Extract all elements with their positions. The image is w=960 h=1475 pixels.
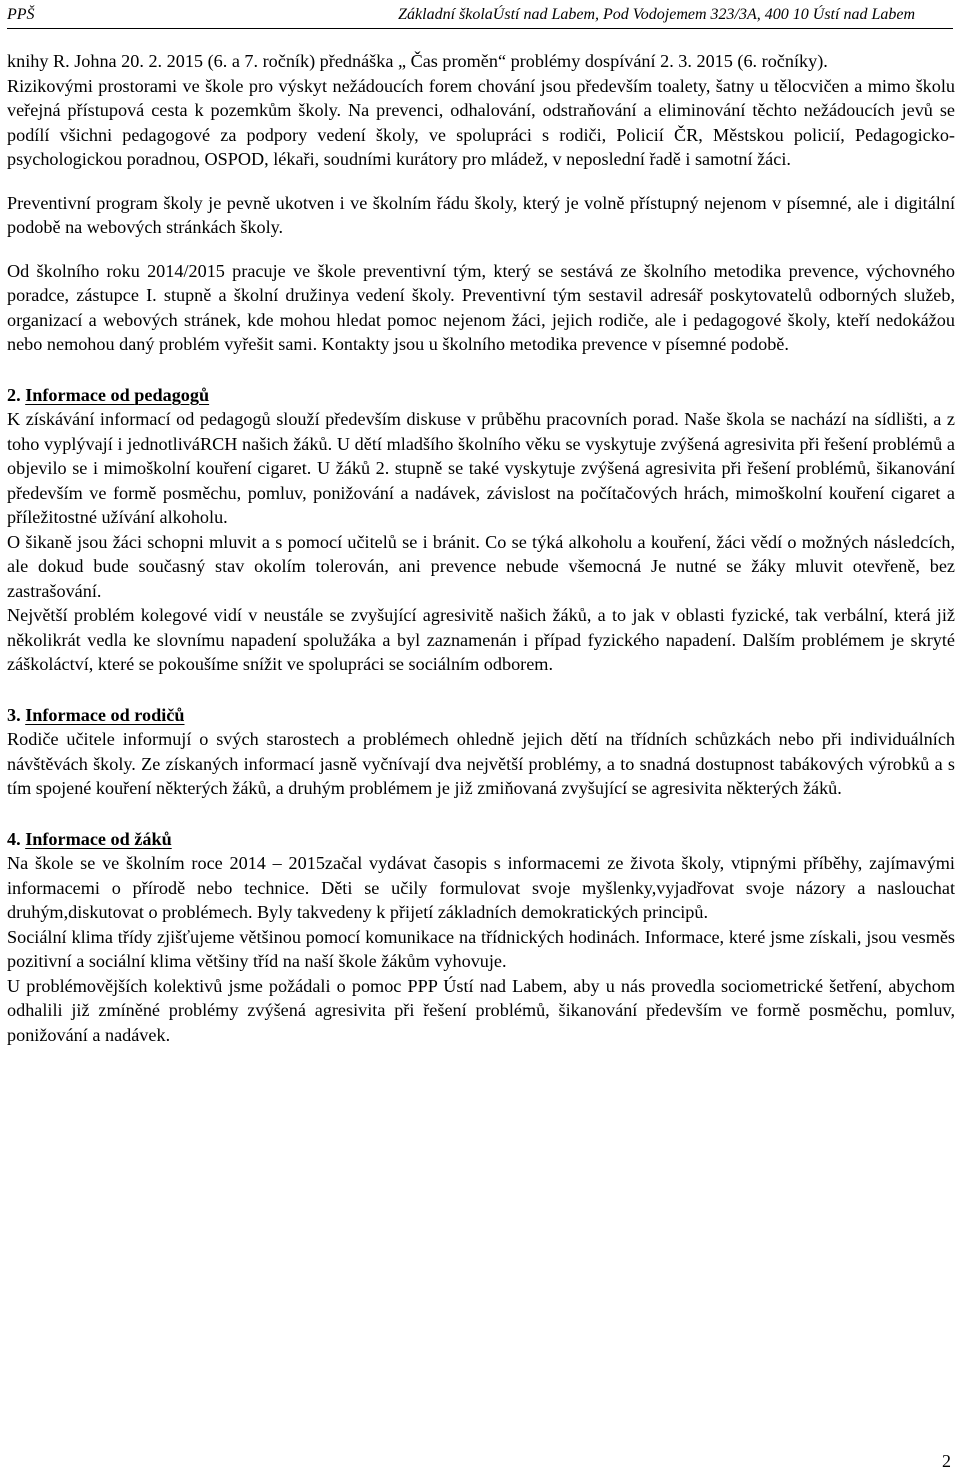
paragraph-prevention-team: Od školního roku 2014/2015 pracuje ve škole preventivní tým, který se sestává ze školního metodika prevence, výchovného poradce, zástupce I. stupně a školní družinya vedení školy. Preventivní tým sestavil adresář poskytovatelů odborných služeb, organizací a webových stránek, kde mohou hledat pomoc nejenom žáci, jejich rodiče, ale i pedagogové školy, kteří nedokážou nebo nemohou daný problém vyřešit sami. Kontakty jsou u školního metodika prevence v písemné podobě. <box>7 260 955 354</box>
paragraph-social-climate: Sociální klima třídy zjišťujeme většinou pomocí komunikace na třídnických hodinách. Informace, které jsme získali, jsou vesměs pozitivní a sociální klima většiny tříd na naší škole žákům vyhovuje. <box>7 926 955 971</box>
paragraph-sociometric-survey: U problémovějších kolektivů jsme požádali o pomoc PPP Ústí nad Labem, aby u nás provedla sociometrické šetření, abychom odhalili již zmíněné problémy zvýšená agresivita při řešení problémů, šikanování především ve formě posměchu, pomluv, ponižování a nadávek. <box>7 975 955 1045</box>
page-header <box>7 4 953 29</box>
section-title: Informace od žáků <box>25 828 172 849</box>
section-heading-teachers <box>7 383 955 408</box>
paragraph-risk-areas: Rizikovými prostorami ve škole pro výskyt nežádoucích forem chování jsou především toalety, šatny u tělocvičen a mimo školu veřejná přístupová cesta k pozemkům školy. Na prevenci, odhalování, odstraňování a eliminování těchto nežádoucích jevů se podílí všichni pedagogové za podpory vedení školy, ve spolupráci s rodiči, Policií ČR, Městskou policií, Pedagogicko-psychologickou poradnou, OSPOD, lékaři, soudními kurátory pro mládež, v neposlední řadě i samotní žáci. <box>7 75 955 169</box>
section-title: Informace od pedagogů <box>25 384 210 405</box>
section-number: 3. <box>7 704 21 725</box>
paragraph-teachers-info: K získávání informací od pedagogů slouží především diskuse v průběhu pracovních porad. Naše škola se nachází na sídlišti, a z toho vyplývají i jednotliváRCH našich žáků. U dětí mladšího školního věku se vyskytuje zvýšená agresivita při řešení problémů a objevilo se i mimoškolní kouření cigaret. U žáků 2. stupně se také vyskytuje zvýšená agresivita při řešení problémů, šikanování především ve formě posměchu, pomluv, ponižování a nadávek, závislost na počítačových hrách, mimoškolní kouření cigaret a příležitostné užívání alkoholu. <box>7 409 955 527</box>
paragraph-school-magazine: Na škole se ve školním roce 2014 – 2015začal vydávat časopis s informacemi ze života školy, vtipnými příběhy, zajímavými informacemi o přírodě nebo technice. Děti se učily formulovat svoje myšlenky,vyjadřovat svoje názory a naslouchat druhým,diskutovat o problémech. Byly takvedeny k přijetí základních demokratických principů. <box>7 853 955 922</box>
section-heading-pupils <box>7 827 955 852</box>
section-number: 4. <box>7 828 21 849</box>
paragraph-bullying-alcohol: O šikaně jsou žáci schopni mluvit a s pomocí učitelů se i bránit. Co se týká alkoholu a kouření, žáci vědí o možných následcích, ale dokud bude současný stav okolím tolerován, ani prevence nebude všemocná Je nutné se žáky mluvit otevřeně, bez zastrašování. <box>7 531 955 601</box>
paragraph-parents-info: Rodiče učitele informují o svých starostech a problémech ohledně jejich dětí na třídních schůzkách nebo při individuálních návštěvách školy. Ze získaných informací jasně vyčnívají dva největší problémy, a to snadná dostupnost tabákových výrobků a s tím spojené kouření některých žáků, a druhým problémem je již zmiňovaná zvyšující se agresivita některých žáků. <box>7 729 955 798</box>
section-title: Informace od rodičů <box>25 704 185 725</box>
page-number: 2 <box>942 1451 951 1471</box>
section-number: 2. <box>7 384 21 405</box>
section-heading-parents <box>7 703 955 728</box>
paragraph-school-rules: Preventivní program školy je pevně ukotven i ve školním řádu školy, který je volně přístupný nejenom v písemné, ale i digitální podobě na webových stránkách školy. <box>7 192 955 237</box>
header-program-abbreviation: PPŠ <box>7 6 35 23</box>
paragraph-aggression: Největší problém kolegové vidí v neustále se zvyšující agresivitě našich žáků, a to jak v oblasti fyzické, tak verbální, která již několikrát vedla ke slovnímu napadení spolužáka a byl zaznamenán i případ fyzického napadení. Dalším problémem je skryté záškoláctví, které se pokoušíme snížit ve spolupráci se sociálním odborem. <box>7 605 955 674</box>
document-body <box>7 49 955 1047</box>
paragraph-events: knihy R. Johna 20. 2. 2015 (6. a 7. ročník) přednáška „ Čas proměn“ problémy dospívání 2. 3. 2015 (6. ročníky). <box>7 51 828 71</box>
header-school-address: Základní školaÚstí nad Labem, Pod Vodojemem 323/3A, 400 10 Ústí nad Labem <box>398 6 915 23</box>
